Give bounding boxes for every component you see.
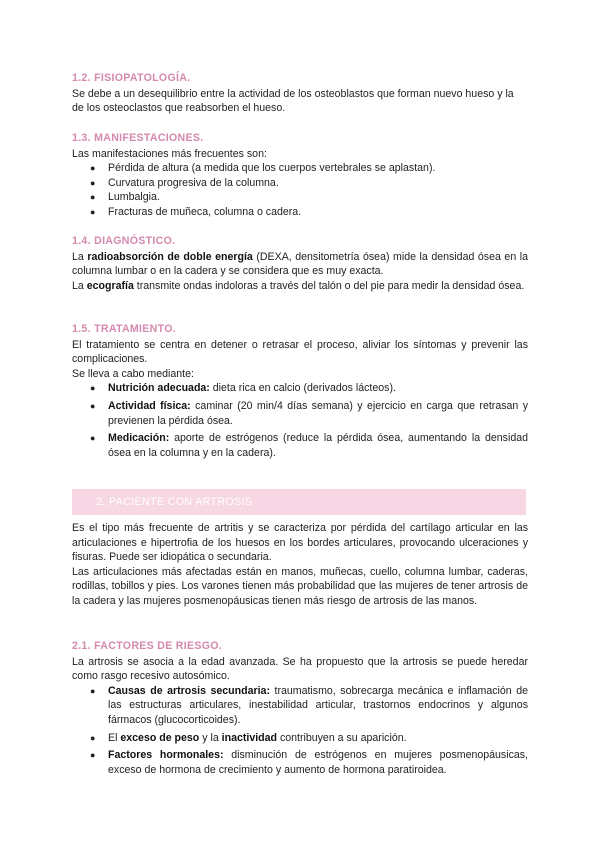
bullet-icon: ● xyxy=(90,732,96,743)
section-heading: 2.1. FACTORES DE RIESGO. xyxy=(72,640,223,652)
list-item: ● Causas de artrosis secundaria: traumatismo, sobrecarga mecánica e inflamación de las estructuras articulares, inestabilidad articular, trastornos endocrinos y algunos fármacos (glucocorticoides). xyxy=(90,684,528,726)
list-item: ● Nutrición adecuada: dieta rica en calcio (derivados lácteos). xyxy=(90,382,396,395)
bullet-list xyxy=(72,684,528,778)
bullet-icon: ● xyxy=(90,685,96,696)
paragraph: La artrosis se asocia a la edad avanzada. Se ha propuesto que la artrosis se puede heredar como rasgo recesivo autosómico. xyxy=(72,655,528,683)
section-banner xyxy=(72,489,526,515)
bullet-icon: ● xyxy=(90,400,96,411)
paragraph: Es el tipo más frecuente de artritis y se caracteriza por pérdida del cartílago articular en las articulaciones e hipertrofia de los huesos en los bordes articulares, provocando ulceraciones y fisuras. Puede ser idiopática o secundaria. xyxy=(72,522,528,564)
list-item: ● Actividad física: caminar (20 min/4 días semana) y ejercicio en carga que retrasan y previenen la pérdida ósea. xyxy=(90,399,528,427)
bullet-icon: ● xyxy=(90,750,96,761)
bullet-icon: ● xyxy=(90,163,96,174)
list-item: ● Fracturas de muñeca, columna o cadera. xyxy=(90,205,302,218)
bullet-icon: ● xyxy=(90,206,96,217)
section-heading: 1.3. MANIFESTACIONES. xyxy=(72,132,204,144)
bullet-list xyxy=(72,381,528,460)
bullet-icon: ● xyxy=(90,383,96,394)
bullet-icon: ● xyxy=(90,192,96,203)
section-fisiopatologia xyxy=(72,71,528,116)
bullet-list xyxy=(72,161,528,219)
list-item: ● Medicación: aporte de estrógenos (reduce la pérdida ósea, aumentando la densidad ósea en la columna y en la cadera). xyxy=(90,432,528,459)
section-tratamiento xyxy=(72,322,528,463)
list-item: ● El exceso de peso y la inactividad contribuyen a su aparición. xyxy=(90,731,407,744)
section-manifestaciones xyxy=(72,131,528,220)
paragraph: Las manifestaciones más frecuentes son: xyxy=(72,147,267,160)
paragraph: El tratamiento se centra en detener o retrasar el proceso, aliviar los síntomas y prevenir las complicaciones. xyxy=(72,338,528,366)
section-artrosis-intro xyxy=(72,521,528,609)
banner-title: 2. PACIENTE CON ARTROSIS xyxy=(96,496,253,508)
paragraph: La ecografía transmite ondas indoloras a través del talón o del pie para medir la densidad ósea. xyxy=(72,279,525,292)
section-factores-riesgo xyxy=(72,639,528,780)
paragraph: Las articulaciones más afectadas están en manos, muñecas, cuello, columna lumbar, caderas, rodillas, tobillos y pies. Los varones tienen más probabilidad que las mujeres de tener artrosis de la cadera y las mujeres posmenopáusicas tienen más riesgo de artrosis de las manos. xyxy=(72,565,528,607)
section-diagnostico xyxy=(72,234,528,293)
paragraph: Se debe a un desequilibrio entre la actividad de los osteoblastos que forman nuevo hueso y la de los osteoclastos que reabsorben el hueso. xyxy=(72,87,514,115)
section-heading: 1.5. TRATAMIENTO. xyxy=(72,323,176,335)
list-item: ● Factores hormonales: disminución de estrógenos en mujeres posmenopáusicas, exceso de hormona de crecimiento y aumento de hormona paratiroidea. xyxy=(90,749,528,776)
list-item: ● Pérdida de altura (a medida que los cuerpos vertebrales se aplastan). xyxy=(90,162,436,175)
list-item: ● Curvatura progresiva de la columna. xyxy=(90,176,279,189)
section-heading: 1.2. FISIOPATOLOGÍA. xyxy=(72,72,191,84)
list-item: ● Lumbalgia. xyxy=(90,191,160,204)
bullet-icon: ● xyxy=(90,177,96,188)
bullet-icon: ● xyxy=(90,433,96,444)
section-heading: 1.4. DIAGNÓSTICO. xyxy=(72,235,176,247)
paragraph: Se lleva a cabo mediante: xyxy=(72,367,194,380)
paragraph: La radioabsorción de doble energía (DEXA, densitometría ósea) mide la densidad ósea en la columna lumbar o en la cadera y se considera que es muy exacta. xyxy=(72,250,529,278)
